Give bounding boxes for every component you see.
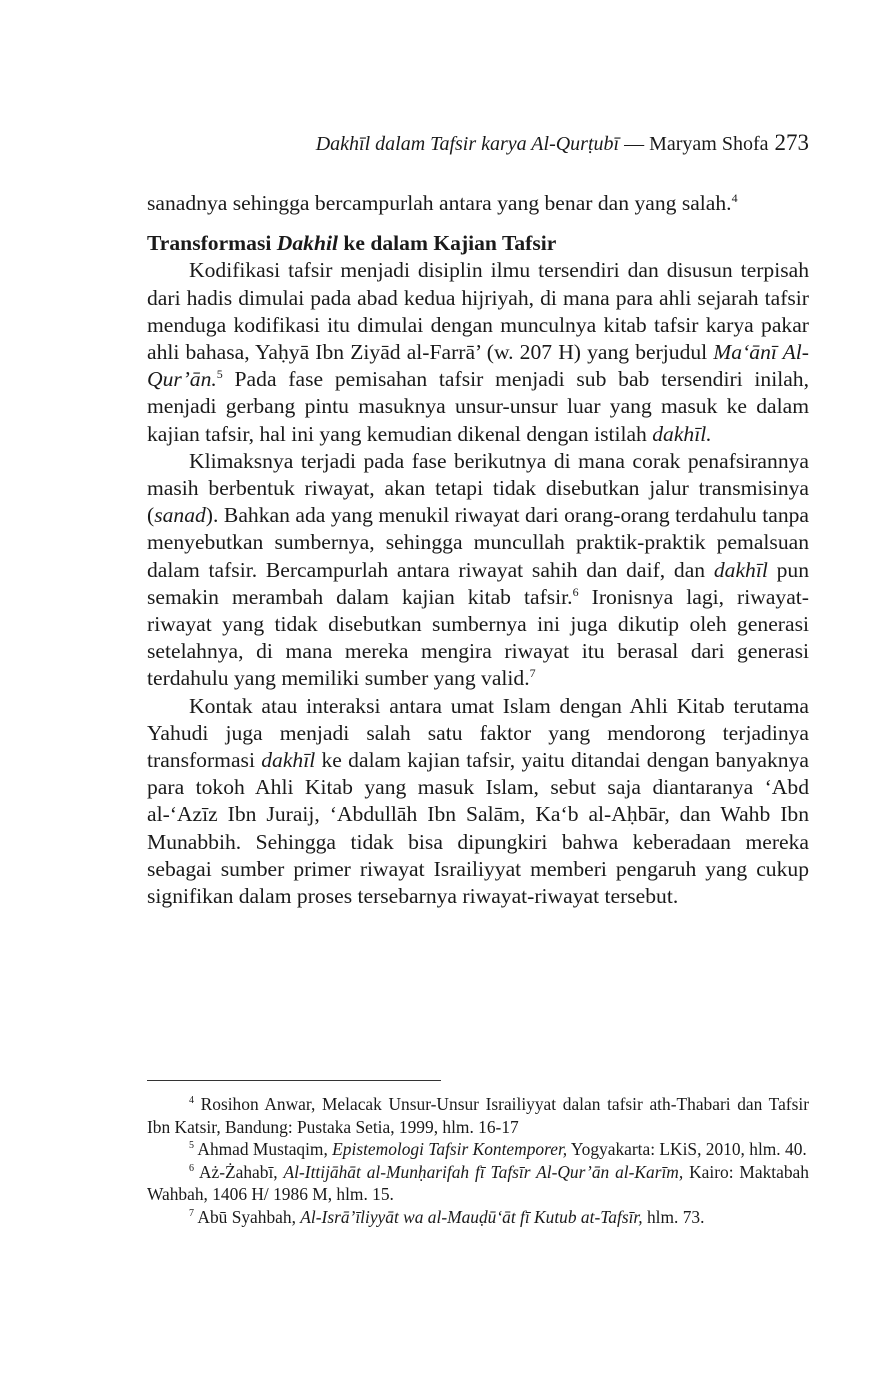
paragraph-text: sanadnya sehingga bercampurlah antara yang benar dan yang salah. — [147, 191, 732, 215]
section-heading — [147, 230, 809, 257]
term-dakhil: dakhīl. — [652, 421, 712, 446]
paragraph-text: Kontak atau interaksi antara umat Islam dengan Ahli Kitab terutama Yahudi juga menjadi salah satu faktor yang mendorong terjadinya transformasi — [147, 693, 809, 773]
running-head-separator: — — [619, 133, 650, 155]
footnote-text: Kairo: Maktabah Wahbah, 1406 H/ 1986 M, hlm. 15. — [147, 1161, 809, 1204]
paragraph-kodifikasi — [147, 257, 809, 447]
heading-text-end: ke dalam Kajian Tafsir — [337, 231, 557, 256]
footnote-6 — [147, 1161, 809, 1206]
paragraph-text: Pada fase pemisahan tafsir menjadi sub bab tersendiri inilah, menjadi gerbang pintu masuknya unsur-unsur luar yang masuk ke dalam kajian tafsir, hal ini yang kemudian dikenal dengan istilah — [147, 367, 809, 446]
page-number: 273 — [774, 130, 809, 155]
paragraph-text: ). Bahkan ada yang menukil riwayat dari orang-orang terdahulu tanpa menyebutkan sumbernya, sehingga muncullah praktik-praktik pemalsuan dalam tafsir. Bercampurlah antara riwayat sahih dan daif, dan — [147, 503, 809, 582]
footnote-text: Abū Syahbah, — [197, 1206, 301, 1227]
paragraph-klimaksnya — [147, 448, 809, 693]
paragraph-kontak — [147, 693, 809, 911]
footnote-4 — [147, 1093, 809, 1138]
footnote-number: 6 — [189, 1162, 194, 1174]
paragraph-text: Ironisnya lagi, riwayat-riwayat yang tidak disebutkan sumbernya ini juga dikutip oleh generasi setelahnya, di mana mereka mengira riwayat itu berasal dari generasi terdahulu yang memiliki sumber yang valid. — [147, 584, 809, 691]
footnote-title: Epistemologi Tafsir Kontemporer, — [332, 1139, 568, 1159]
paragraph-text: pun semakin merambah dalam kajian kitab tafsir. — [147, 557, 809, 609]
heading-emphasis: Dakhil — [276, 231, 338, 256]
footnote-ref-4: 4 — [731, 191, 738, 205]
footnote-number: 5 — [189, 1140, 194, 1151]
footnotes — [147, 1093, 809, 1228]
footnote-text: Aż-Żahabī, — [198, 1161, 284, 1182]
footnote-divider — [147, 1080, 441, 1081]
running-head-title: Dakhīl dalam Tafsir karya Al-Qurṭubī — [315, 133, 620, 155]
footnote-number: 4 — [189, 1095, 194, 1106]
footnote-text: Ahmad Mustaqim, — [197, 1139, 333, 1159]
footnote-ref-6: 6 — [572, 584, 579, 599]
running-head-author: Maryam Shofa — [649, 133, 769, 155]
paragraph-continuation — [147, 190, 809, 217]
footnote-5 — [147, 1138, 809, 1161]
footnote-ref-7: 7 — [529, 666, 536, 681]
book-title: Ma‘ānī Al-Qur’ān. — [147, 340, 809, 392]
term-sanad: sanad — [154, 503, 206, 528]
term-dakhil: dakhīl — [713, 557, 768, 582]
paragraph-text: Klimaksnya terjadi pada fase berikutnya di mana corak penafsirannya masih berbentuk riwayat, akan tetapi tidak disebutkan jalur transmisinya ( — [147, 448, 809, 528]
body-text — [147, 190, 809, 910]
term-dakhil: dakhīl — [261, 748, 316, 773]
paragraph-text: Kodifikasi tafsir menjadi disiplin ilmu tersendiri dan disusun terpisah dari hadis dimulai pada abad kedua hijriyah, di mana para ahli sejarah tafsir menduga kodifikasi itu dimulai dengan munculnya kitab tafsir karya pakar ahli bahasa, Yaḥyā Ibn Ziyād al-Farrā’ (w. 207 H) yang berjudul — [147, 258, 809, 365]
footnote-7 — [147, 1206, 809, 1229]
heading-text: Transformasi — [147, 231, 277, 256]
paragraph-text: ke dalam kajian tafsir, yaitu ditandai dengan banyaknya para tokoh Ahli Kitab yang masuk Islam, sebut saja diantaranya ‘Abd al-‘Azīz Ibn Juraij, ‘Abdullāh Ibn Salām, Ka‘b al-Aḥbār, dan Wahb Ibn Munabbih. Sehingga tidak bisa dipungkiri bahwa keberadaan mereka sebagai sumber primer riwayat Israiliyyat memberi pengaruh yang cukup signifikan dalam proses tersebarnya riwayat-riwayat tersebut. — [147, 748, 809, 909]
footnote-text: Rosihon Anwar, Melacak Unsur-Unsur Israiliyyat dalan tafsir ath-Thabari dan Tafsir Ibn Katsir, Bandung: Pustaka Setia, 1999, hlm. 16-17 — [147, 1094, 809, 1137]
footnote-text: hlm. 73. — [642, 1206, 705, 1227]
footnote-text: Yogyakarta: LKiS, 2010, hlm. 40. — [567, 1139, 807, 1159]
footnote-number: 7 — [189, 1207, 194, 1219]
footnote-title: Al-Ittijāhāt al-Munḥarifah fī Tafsīr Al-Qur’ān al-Karīm, — [283, 1161, 684, 1182]
running-head — [147, 130, 809, 157]
footnote-ref-5: 5 — [216, 367, 223, 382]
footnote-title: Al-Isrā’īliyyāt wa al-Mauḍū‘āt fī Kutub at-Tafsīr, — [300, 1206, 643, 1227]
